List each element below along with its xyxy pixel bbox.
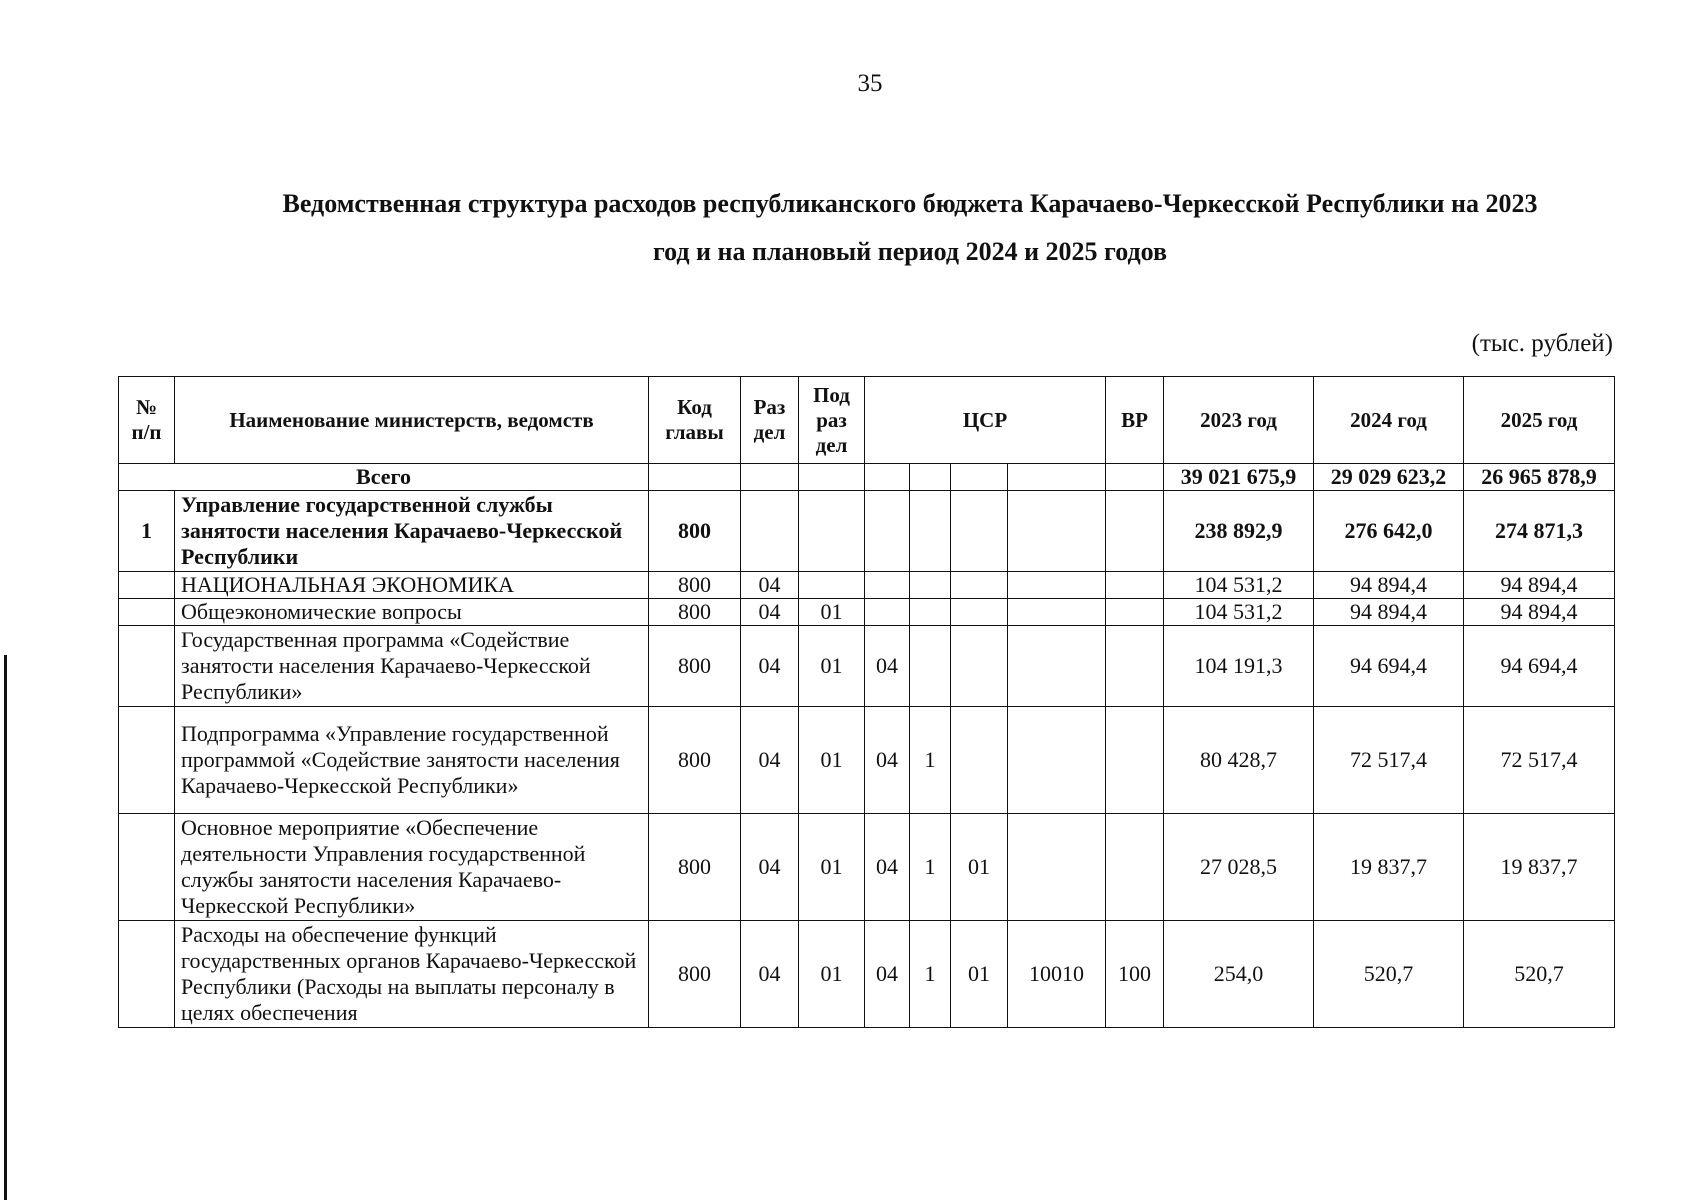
- row-num: [119, 626, 175, 707]
- row-vr: [1106, 572, 1164, 599]
- row-vr: [1106, 707, 1164, 814]
- table-cell: [1008, 464, 1106, 491]
- row-subsection: 01: [799, 599, 865, 626]
- header-2023: 2023 год: [1164, 377, 1314, 464]
- row-2024: 520,7: [1314, 921, 1464, 1028]
- row-csr-event: 01: [951, 814, 1008, 921]
- row-vr: 100: [1106, 921, 1164, 1028]
- row-vr: [1106, 599, 1164, 626]
- row-name: Государственная программа «Содействие занятости населения Карачаево-Черкесской Республики»: [175, 626, 649, 707]
- table-cell: [910, 464, 951, 491]
- row-code: 800: [649, 572, 741, 599]
- row-csr-program: [865, 491, 910, 572]
- row-name: Расходы на обеспечение функций государственных органов Карачаево-Черкесской Республики (Расходы на выплаты персоналу в целях обеспечения: [175, 921, 649, 1028]
- row-csr-direction: 10010: [1008, 921, 1106, 1028]
- row-num: [119, 599, 175, 626]
- row-name: Управление государственной службы занятости населения Карачаево-Черкесской Республики: [175, 491, 649, 572]
- table-cell: [865, 464, 910, 491]
- row-num: [119, 814, 175, 921]
- row-csr-subprogram: 1: [910, 921, 951, 1028]
- table-cell: [1106, 464, 1164, 491]
- table-row: [119, 814, 1615, 921]
- table-row: [119, 491, 1615, 572]
- row-subsection: 01: [799, 626, 865, 707]
- table-row: [119, 599, 1615, 626]
- row-vr: [1106, 491, 1164, 572]
- row-2024: 276 642,0: [1314, 491, 1464, 572]
- row-subsection: 01: [799, 814, 865, 921]
- row-csr-program: [865, 572, 910, 599]
- row-num: [119, 572, 175, 599]
- row-2025: 94 694,4: [1464, 626, 1615, 707]
- row-csr-event: 01: [951, 921, 1008, 1028]
- row-vr: [1106, 626, 1164, 707]
- row-subsection: [799, 491, 865, 572]
- row-csr-event: [951, 491, 1008, 572]
- header-code: Код главы: [649, 377, 741, 464]
- row-section: [741, 491, 799, 572]
- row-csr-direction: [1008, 814, 1106, 921]
- table-row: [119, 626, 1615, 707]
- row-2023: 80 428,7: [1164, 707, 1314, 814]
- table-row: [119, 707, 1615, 814]
- row-csr-subprogram: 1: [910, 814, 951, 921]
- header-2024: 2024 год: [1314, 377, 1464, 464]
- row-csr-event: [951, 626, 1008, 707]
- row-name: Общеэкономические вопросы: [175, 599, 649, 626]
- row-2025: 72 517,4: [1464, 707, 1615, 814]
- row-2023: 104 531,2: [1164, 572, 1314, 599]
- row-csr-program: 04: [865, 707, 910, 814]
- row-num: 1: [119, 491, 175, 572]
- table-cell: [649, 464, 741, 491]
- table-cell: [741, 464, 799, 491]
- header-csr: ЦСР: [865, 377, 1106, 464]
- table-row: [119, 921, 1615, 1028]
- row-csr-subprogram: [910, 599, 951, 626]
- total-row: [119, 464, 1615, 491]
- row-code: 800: [649, 626, 741, 707]
- row-2023: 238 892,9: [1164, 491, 1314, 572]
- row-csr-program: 04: [865, 626, 910, 707]
- row-csr-program: [865, 599, 910, 626]
- row-2025: 520,7: [1464, 921, 1615, 1028]
- document-title: [180, 180, 1640, 276]
- row-csr-event: [951, 707, 1008, 814]
- table-row: [119, 572, 1615, 599]
- row-name: Подпрограмма «Управление государственной программой «Содействие занятости населения Карачаево-Черкесской Республики»: [175, 707, 649, 814]
- row-2024: 94 894,4: [1314, 599, 1464, 626]
- row-subsection: 01: [799, 707, 865, 814]
- row-csr-program: 04: [865, 921, 910, 1028]
- row-2025: 274 871,3: [1464, 491, 1615, 572]
- row-code: 800: [649, 707, 741, 814]
- header-name: Наименование министерств, ведомств: [175, 377, 649, 464]
- row-2024: 94 694,4: [1314, 626, 1464, 707]
- row-section: 04: [741, 814, 799, 921]
- row-vr: [1106, 814, 1164, 921]
- row-csr-direction: [1008, 599, 1106, 626]
- row-2025: 19 837,7: [1464, 814, 1615, 921]
- table-cell: [799, 464, 865, 491]
- row-code: 800: [649, 921, 741, 1028]
- header-subsection: Под раз дел: [799, 377, 865, 464]
- header-num: № п/п: [119, 377, 175, 464]
- row-2023: 104 531,2: [1164, 599, 1314, 626]
- row-section: 04: [741, 572, 799, 599]
- row-name: Основное мероприятие «Обеспечение деятельности Управления государственной службы занятости населения Карачаево-Черкесской Республики»: [175, 814, 649, 921]
- row-2023: 104 191,3: [1164, 626, 1314, 707]
- total-2024: 29 029 623,2: [1314, 464, 1464, 491]
- total-label: Всего: [119, 464, 649, 491]
- row-num: [119, 707, 175, 814]
- row-2024: 72 517,4: [1314, 707, 1464, 814]
- row-name: НАЦИОНАЛЬНАЯ ЭКОНОМИКА: [175, 572, 649, 599]
- budget-table: [118, 376, 1615, 1028]
- row-section: 04: [741, 921, 799, 1028]
- row-subsection: [799, 572, 865, 599]
- row-num: [119, 921, 175, 1028]
- margin-rule: [4, 655, 7, 1200]
- header-row: [119, 377, 1615, 464]
- title-line-1: Ведомственная структура расходов республиканского бюджета Карачаево-Черкесской Республики на 2023: [282, 189, 1538, 218]
- row-2024: 94 894,4: [1314, 572, 1464, 599]
- title-line-2: год и на плановый период 2024 и 2025 годов: [652, 237, 1168, 266]
- row-section: 04: [741, 626, 799, 707]
- row-2023: 254,0: [1164, 921, 1314, 1028]
- row-csr-event: [951, 599, 1008, 626]
- row-code: 800: [649, 599, 741, 626]
- units-label: (тыс. рублей): [1471, 330, 1613, 357]
- row-csr-subprogram: 1: [910, 707, 951, 814]
- row-2025: 94 894,4: [1464, 599, 1615, 626]
- row-csr-event: [951, 572, 1008, 599]
- page-number: 35: [857, 70, 883, 97]
- row-2024: 19 837,7: [1314, 814, 1464, 921]
- row-code: 800: [649, 814, 741, 921]
- row-csr-direction: [1008, 491, 1106, 572]
- row-csr-program: 04: [865, 814, 910, 921]
- total-2025: 26 965 878,9: [1464, 464, 1615, 491]
- row-section: 04: [741, 599, 799, 626]
- row-subsection: 01: [799, 921, 865, 1028]
- total-2023: 39 021 675,9: [1164, 464, 1314, 491]
- header-section: Раз дел: [741, 377, 799, 464]
- row-csr-direction: [1008, 707, 1106, 814]
- row-csr-direction: [1008, 572, 1106, 599]
- row-section: 04: [741, 707, 799, 814]
- row-2023: 27 028,5: [1164, 814, 1314, 921]
- row-csr-subprogram: [910, 572, 951, 599]
- table-cell: [951, 464, 1008, 491]
- header-2025: 2025 год: [1464, 377, 1615, 464]
- row-2025: 94 894,4: [1464, 572, 1615, 599]
- header-vr: ВР: [1106, 377, 1164, 464]
- row-csr-direction: [1008, 626, 1106, 707]
- row-code: 800: [649, 491, 741, 572]
- row-csr-subprogram: [910, 491, 951, 572]
- row-csr-subprogram: [910, 626, 951, 707]
